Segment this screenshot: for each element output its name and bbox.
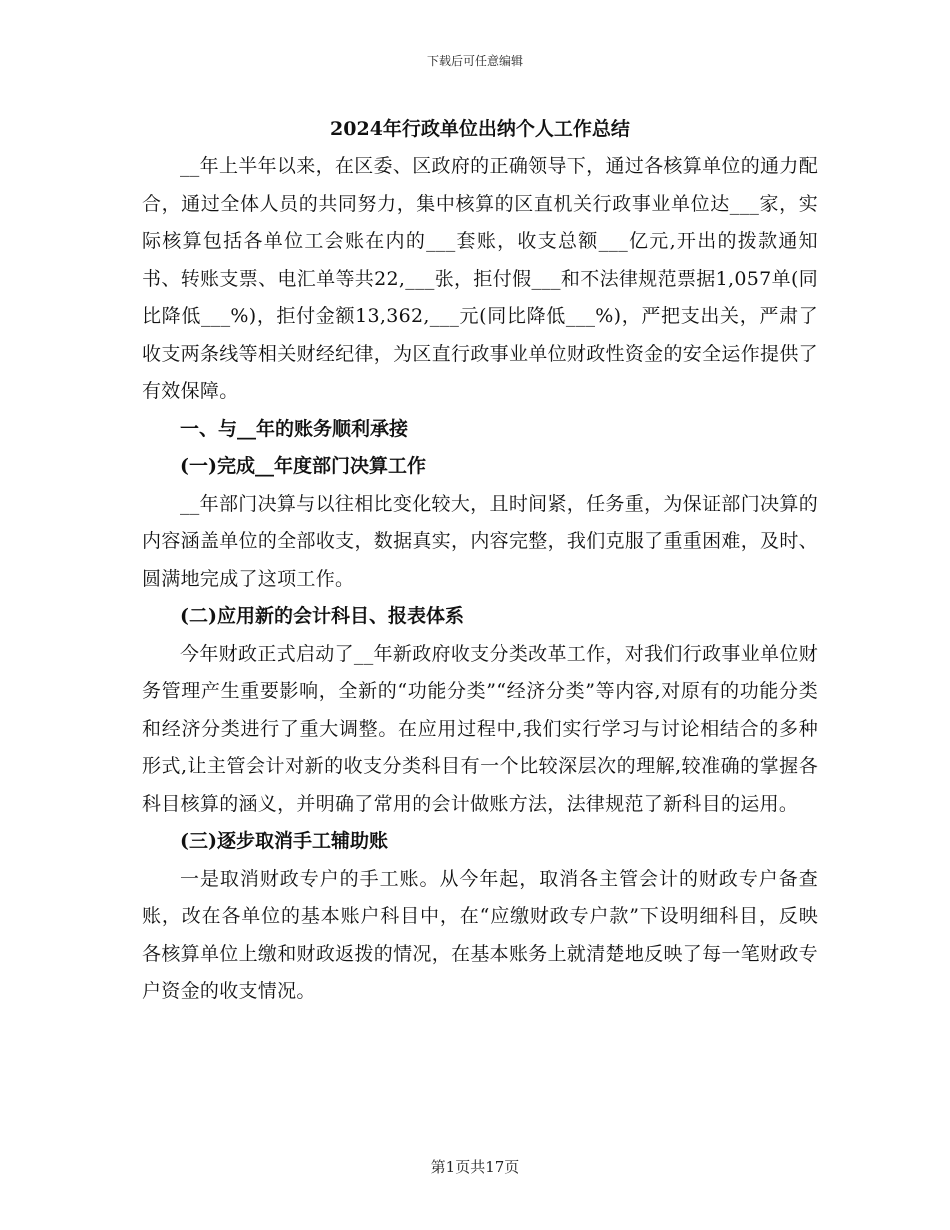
subsection-1-paragraph: __年部门决算与以往相比变化较大，且时间紧，任务重，为保证部门决算的内容涵盖单位的全部收支，数据真实，内容完整，我们克服了重重困难，及时、圆满地完成了这项工作。 (142, 492, 818, 590)
subsection-3-heading: (三)逐步取消手工辅助账 (180, 830, 388, 852)
page-number-footer: 第1页共17页 (430, 1158, 520, 1176)
document-body (142, 110, 818, 1011)
document-title: 2024年行政单位出纳个人工作总结 (330, 118, 630, 140)
intro-paragraph: __年上半年以来，在区委、区政府的正确领导下，通过各核算单位的通力配合，通过全体人员的共同努力，集中核算的区直机关行政事业单位达___家，实际核算包括各单位工会账在内的___套账，收支总额___亿元,开出的拨款通知书、转账支票、电汇单等共22,___张，拒付假___和不法律规范票据1,057单(同比降低___%)，拒付金额13,362,___元(同比降低___%)，严把支出关，严肃了收支两条线等相关财经纪律，为区直行政事业单位财政性资金的安全运作提供了有效保障。 (142, 155, 818, 402)
header-note: 下载后可任意编辑 (426, 54, 523, 68)
section-1-heading: 一、与__年的账务顺利承接 (180, 417, 409, 440)
subsection-3-paragraph: 一是取消财政专户的手工账。从今年起，取消各主管会计的财政专户备查账，改在各单位的基本账户科目中，在“应缴财政专户款”下设明细科目，反映各核算单位上缴和财政返拨的情况，在基本账务上就清楚地反映了每一笔财政专户资金的收支情况。 (142, 867, 818, 1002)
subsection-1-heading: (一)完成__年度部门决算工作 (180, 455, 426, 477)
subsection-2-heading: (二)应用新的会计科目、报表体系 (180, 605, 464, 627)
subsection-2-paragraph: 今年财政正式启动了__年新政府收支分类改革工作，对我们行政事业单位财务管理产生重要影响，全新的“功能分类”“经济分类”等内容,对原有的功能分类和经济分类进行了重大调整。在应用过程中,我们实行学习与讨论相结合的多种形式,让主管会计对新的收支分类科目有一个比较深层次的理解,较准确的掌握各科目核算的涵义，并明确了常用的会计做账方法，法律规范了新科目的运用。 (142, 642, 818, 815)
